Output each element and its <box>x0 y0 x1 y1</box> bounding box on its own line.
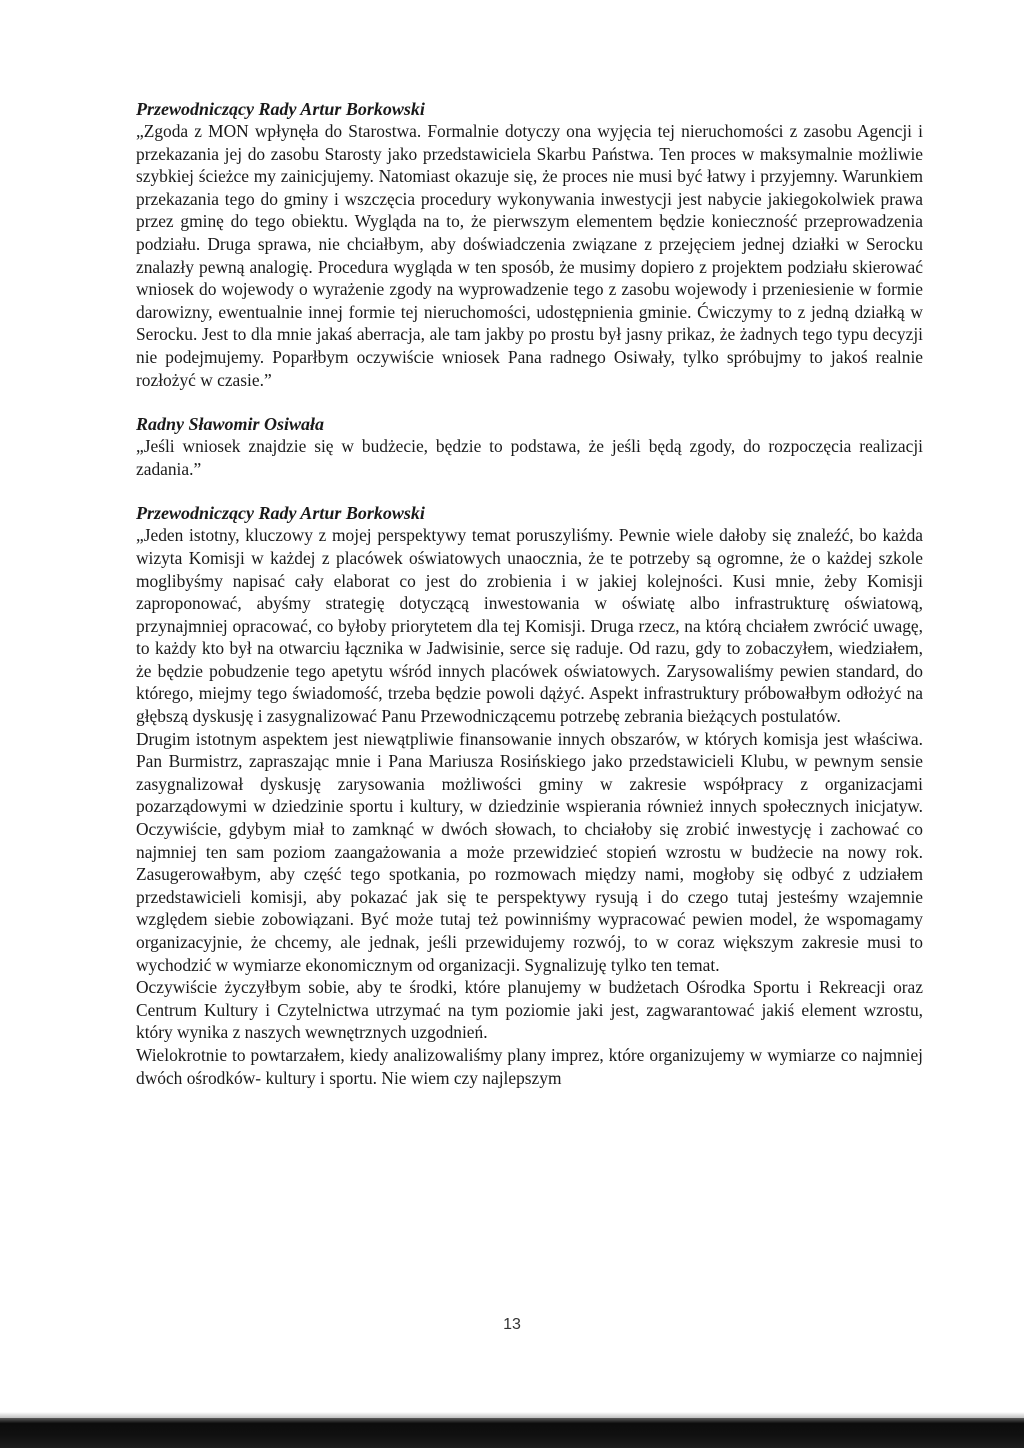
speech-block <box>136 413 923 480</box>
page-number: 13 <box>503 1316 521 1333</box>
speech-paragraph: Drugim istotnym aspektem jest niewątpliwie finansowanie innych obszarów, w których komisja jest właściwa. Pan Burmistrz, zapraszając mnie i Pana Mariusza Rosińskiego jako przedstawicieli Klubu, w pewnym sensie zasygnalizował dyskusję zarysowania możliwości gminy w zakresie współpracy z organizacjami pozarządowymi w dziedzinie sportu i kultury, w dziedzinie wspierania również innych społecznych inicjatyw. Oczywiście, gdybym miał to zamknąć w dwóch słowach, to chciałoby się zrobić inwestycję i zachować co najmniej ten sam poziom zaangażowania a może przewidzieć stopień wzrostu w budżecie na nowy rok. Zasugerowałbym, aby część tego spotkania, po rozmowach między nami, mogłoby się odbyć z udziałem przedstawicieli komisji, aby pokazać jak się te perspektywy rysują i do czego tutaj jesteśmy wzajemnie względem siebie zobowiązani. Być może tutaj też powinniśmy wypracować pewien model, że wspomagamy organizacyjnie, że chcemy, ale jednak, jeśli przewidujemy rozwój, to w coraz większym zakresie musi to wychodzić w wymiarze ekonomicznym od organizacji. Sygnalizuję tylko ten temat. <box>136 728 923 975</box>
speech-block <box>136 98 923 391</box>
speech-paragraph: Oczywiście życzyłbym sobie, aby te środki, które planujemy w budżetach Ośrodka Sportu i Rekreacji oraz Centrum Kultury i Czytelnictwa utrzymać na tym poziomie jaki jest, zagwarantować jakiś element wzrostu, który wynika z naszych wewnętrznych uzgodnień. <box>136 977 923 1043</box>
speaker-name: Radny Sławomir Osiwała <box>136 414 325 435</box>
speech-paragraph: „Jeśli wniosek znajdzie się w budżecie, będzie to podstawa, że jeśli będą zgody, do rozpoczęcia realizacji zadania.” <box>136 436 923 479</box>
document-body <box>136 98 923 1111</box>
speaker-name: Przewodniczący Rady Artur Borkowski <box>136 99 425 119</box>
speech-block <box>136 502 923 1089</box>
speech-paragraph: „Zgoda z MON wpłynęła do Starostwa. Formalnie dotyczy ona wyjęcia tej nieruchomości z zasobu Agencji i przekazania jej do zasobu Starosty jako przedstawiciela Skarbu Państwa. Ten proces w maksymalnie możliwie szybkiej ścieżce my zainicjujemy. Natomiast okazuje się, że proces nie musi być łatwy i przyjemny. Warunkiem przekazania tego do gminy i wszczęcia procedury wykonywania inwestycji jest nabycie jakiegokolwiek prawa przez gminę do tego obiektu. Wygląda na to, że pierwszym elementem będzie konieczność przeprowadzenia podziału. Druga sprawa, nie chciałbym, aby doświadczenia związane z przejęciem jednej działki w Serocku znalazły pewną analogię. Procedura wygląda w ten sposób, że musimy dopiero z projektem podziału skierować wniosek do wojewody o wyrażenie zgody na wyprowadzenie tego z zasobu wojewody i przeniesienie w formie darowizny, ewentualnie innej formie tej nieruchomości, udostępnienia gminie. Ćwiczymy to z jedną działką w Serocku. Jest to dla mnie jakaś aberracja, ale tam jakby po prostu był jasny prikaz, że żadnych tego typu decyzji nie podejmujemy. Poparłbym oczywiście wniosek Pana radnego Osiwały, tylko spróbujmy to jakoś realnie rozłożyć w czasie.” <box>136 121 923 390</box>
speech-paragraph: Wielokrotnie to powtarzałem, kiedy analizowaliśmy plany imprez, które organizujemy w wymiarze co najmniej dwóch ośrodków- kultury i sportu. Nie wiem czy najlepszym <box>136 1044 923 1088</box>
scan-border-bar <box>0 1418 1024 1448</box>
speaker-name: Przewodniczący Rady Artur Borkowski <box>136 503 425 524</box>
speech-paragraph: „Jeden istotny, kluczowy z mojej perspektywy temat poruszyliśmy. Pewnie wiele dałoby się znaleźć, bo każda wizyta Komisji w każdej z placówek oświatowych unaocznia, że te potrzeby są ogromne, że o każdej szkole moglibyśmy napisać cały elaborat co jest do zrobienia i w jakiej kolejności. Kusi mnie, żeby Komisji zaproponować, abyśmy strategię dotyczącą inwestowania w oświatę albo infrastrukturę oświatową, przynajmniej opracować, co byłoby priorytetem dla tej Komisji. Druga rzecz, na którą chciałem zwrócić uwagę, to każdy kto był na otwarciu łącznika w Jadwisinie, serce się raduje. Od razu, gdy to zobaczyłem, wiedziałem, że będzie pobudzenie tego apetytu wśród innych placówek oświatowych. Zarysowaliśmy pewien standard, do którego, miejmy tego świadomość, trzeba będzie powoli dążyć. Aspekt infrastruktury próbowałbym odłożyć na głębszą dyskusję i zasygnalizować Panu Przewodniczącemu potrzebę zebrania bieżących postulatów. <box>136 525 923 727</box>
